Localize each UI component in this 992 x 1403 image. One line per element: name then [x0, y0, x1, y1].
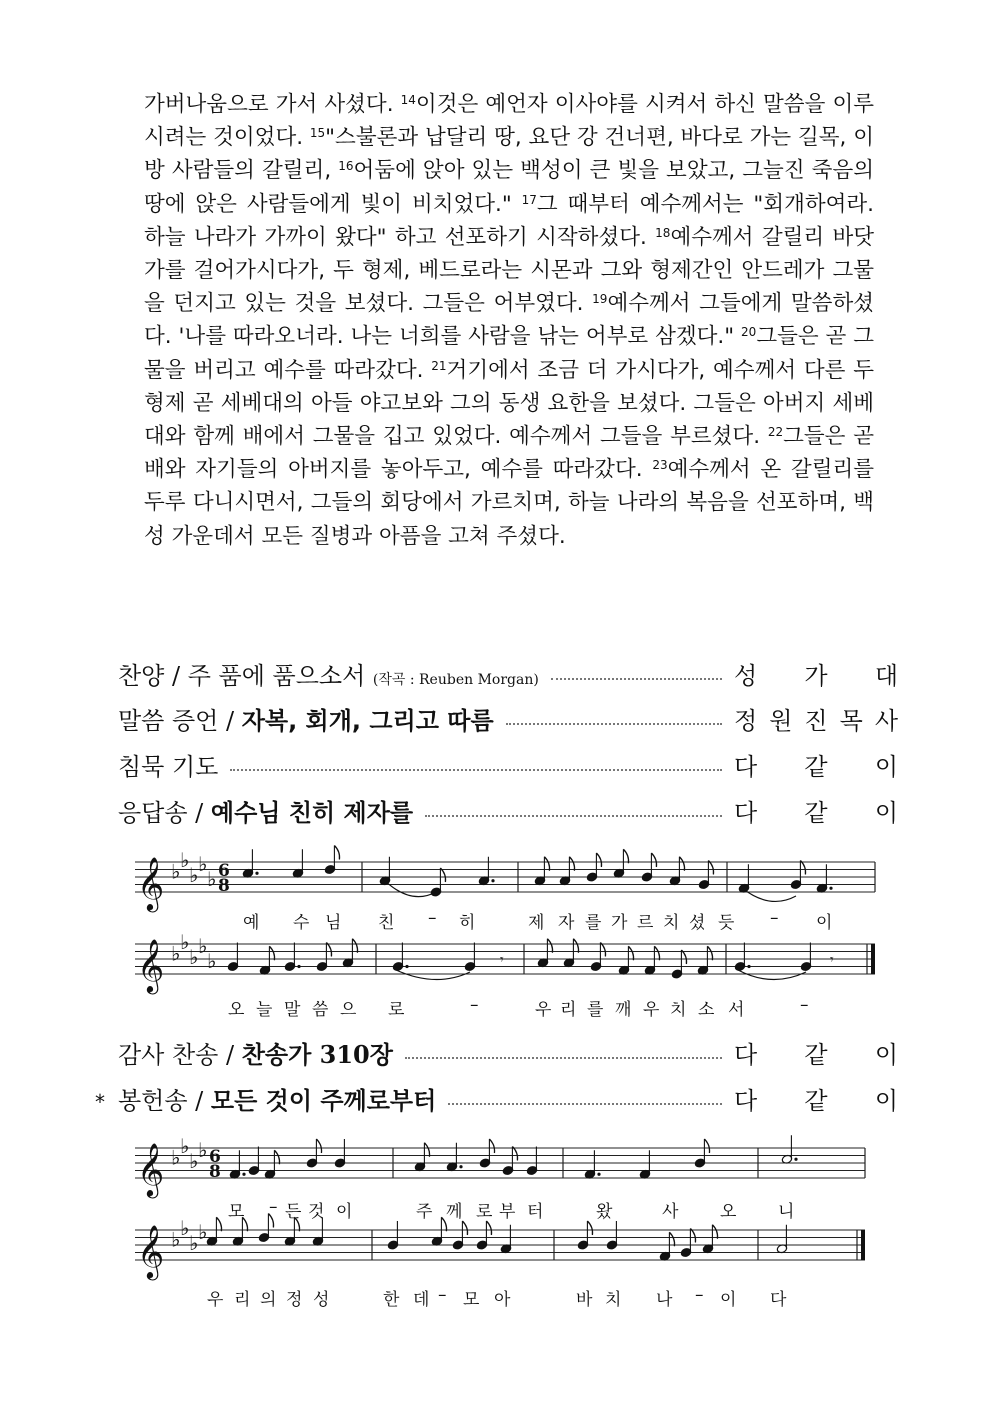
leader-char: 같 [804, 1040, 828, 1069]
note-flag [512, 1147, 517, 1161]
flat-icon: ♭ [207, 866, 217, 891]
offering-title: 모든 것이 주께로부터 [210, 1086, 437, 1115]
lyric-char: – [438, 1285, 447, 1305]
rest-icon: 𝄾 [500, 952, 504, 968]
lyric-char: 히 [459, 913, 476, 933]
scripture-text: 그 때부터 예수께서는 "회개하여라. 하늘 나라가 가까이 왔다" 하고 선포하기 시작하셨다. [144, 191, 874, 250]
leader-char: 다 [734, 752, 758, 781]
order-prefix: 말씀 증언 / [118, 706, 242, 735]
lyric-char: 치 [670, 1000, 687, 1020]
lyric-char: – [470, 995, 479, 1015]
note-flag [544, 857, 549, 871]
lyric-char: – [428, 908, 437, 928]
lyric-char: – [800, 995, 809, 1015]
verse-number: 18 [655, 225, 671, 240]
composer-note: (작곡 : Reuben Morgan) [372, 671, 539, 688]
lyric-char: 부 [499, 1202, 516, 1222]
lyric-char: 데 [413, 1290, 430, 1310]
verse-number: 17 [521, 192, 537, 207]
note-flag [690, 1229, 695, 1243]
note-dot [459, 1165, 462, 1168]
leader-char: 이 [874, 1086, 898, 1115]
lyric-char: 님 [325, 913, 342, 933]
scripture-text: 그들은 곧 그물을 버리고 예수를 따라갔다. [144, 324, 874, 383]
leader-char: 이 [874, 752, 898, 781]
note-flag [681, 950, 686, 964]
order-prefix: 응답송 / [118, 798, 211, 827]
note-flag [316, 1139, 321, 1153]
note-flag [573, 939, 578, 953]
leader-char: 성 [734, 661, 758, 690]
treble-clef-icon: 𝄞 [137, 856, 165, 910]
flat-icon: ♭ [171, 859, 181, 884]
note-dot [747, 965, 750, 968]
time-signature-top: 6 [209, 1147, 221, 1167]
time-signature-top: 6 [218, 861, 230, 881]
verse-number: 20 [741, 325, 757, 340]
note-flag [326, 943, 331, 957]
lyric-char: 다 [770, 1290, 787, 1310]
note-flag [569, 857, 574, 871]
lyric-char: 것 [308, 1202, 325, 1222]
note-flag [651, 853, 656, 867]
note-dot [242, 1173, 245, 1176]
note-flag [352, 939, 357, 953]
rest-icon: 𝄾 [830, 952, 834, 968]
flat-icon: ♭ [189, 1149, 199, 1173]
note-flag [596, 853, 601, 867]
scripture-text: 그들은 곧 배와 자기들의 아버지를 놓아두고, 예수를 따라갔다. [144, 424, 874, 483]
order-prefix: 봉헌송 / [118, 1086, 211, 1115]
lyric-char: 이 [816, 913, 833, 933]
slur [742, 888, 796, 901]
scripture-text: 이것은 예언자 이사야를 시켜서 하신 말씀을 이루시려는 것이었다. [144, 92, 874, 151]
note-flag [628, 946, 633, 960]
note-flag [704, 1139, 709, 1153]
treble-clef-icon: 𝄞 [137, 1224, 165, 1278]
lyric-char: 셨 [689, 913, 706, 933]
lyric-char: 든 [285, 1202, 302, 1222]
lyric-char: 로 [476, 1202, 493, 1222]
lyric-char: – [695, 1285, 704, 1305]
lyric-char: 소 [698, 1000, 715, 1020]
lyric-char: 께 [446, 1202, 463, 1222]
order-prefix: 침묵 기도 [118, 752, 219, 781]
lyric-char: 우 [535, 1000, 552, 1020]
leader-char: 다 [734, 1086, 758, 1115]
lyric-char: 를 [585, 913, 602, 933]
flat-icon: ♭ [180, 930, 190, 954]
lyric-char: 리 [234, 1290, 251, 1310]
note-flag [587, 1221, 592, 1235]
note-dot [597, 1173, 600, 1176]
lyric-char: 우 [207, 1290, 224, 1310]
lyric-char: 터 [527, 1202, 544, 1222]
leader-char: 다 [734, 798, 758, 827]
note-flag [489, 1139, 494, 1153]
lyric-char: 한 [383, 1290, 400, 1310]
hymn-title: 찬송가 310장 [241, 1039, 393, 1069]
flat-icon: ♭ [180, 1216, 190, 1240]
note-dot [405, 965, 408, 968]
lyric-char: 리 [560, 1000, 577, 1020]
flat-icon: ♭ [198, 851, 208, 876]
note-dot [255, 872, 258, 875]
flat-icon: ♭ [198, 1219, 208, 1244]
lyric-char: 자 [558, 913, 575, 933]
slur [738, 970, 806, 980]
lyric-char: 가 [611, 913, 628, 933]
verse-number: 23 [652, 458, 668, 473]
note-flag [800, 861, 805, 875]
note-flag [707, 946, 712, 960]
lyric-char: 아 [494, 1290, 511, 1310]
lyric-char: 깨 [615, 1000, 632, 1020]
scripture-text: 어둠에 앉아 있는 백성이 큰 빛을 보았고, 그늘진 죽음의 땅에 앉은 사람들에게 빛이 비치었다." [144, 158, 874, 217]
note-flag [654, 946, 659, 960]
order-prefix: 찬양 / 주 품에 품으소서 [118, 661, 373, 690]
final-bar-thick [871, 944, 875, 974]
verse-number: 15 [309, 126, 326, 141]
lyric-char: 듯 [718, 913, 735, 933]
note-flag [274, 1150, 279, 1164]
note-dot [297, 965, 300, 968]
lyric-char: 오 [228, 1000, 245, 1020]
lyric-char: 주 [416, 1202, 433, 1222]
sermon-title: 자복, 회개, 그리고 따름 [241, 706, 494, 735]
flat-icon: ♭ [171, 941, 181, 966]
lyric-char: 이 [336, 1202, 353, 1222]
verse-number: 22 [767, 425, 784, 440]
leader-char: 이 [874, 1040, 898, 1069]
lyric-char: 르 [637, 913, 654, 933]
final-bar-thick [861, 1230, 865, 1260]
lyric-char: 씀 [312, 1000, 329, 1020]
verse-number: 14 [400, 93, 416, 107]
lyric-char: – [770, 908, 779, 928]
verse-number: 16 [338, 159, 354, 174]
leader-char: 대 [874, 661, 898, 690]
scripture-text: "스불론과 납달리 땅, 요단 강 건너편, 바다로 가는 길목, 이방 사람들의 갈릴리, [144, 125, 874, 184]
leader-char: 같 [804, 1086, 828, 1115]
note-dot [491, 879, 494, 882]
note-flag [600, 943, 605, 957]
note-flag [712, 1225, 717, 1239]
note-flag [269, 946, 274, 960]
leader-char: 목 [839, 706, 863, 735]
leader-char: 사 [874, 706, 898, 735]
note-flag [547, 939, 552, 953]
leader-char: 다 [734, 1040, 758, 1069]
lyric-char: 우 [643, 1000, 660, 1020]
time-signature-bottom: 8 [209, 1162, 221, 1182]
scripture-text: 거기에서 조금 더 가시다가, 예수께서 다른 두 형제 곧 세베대의 아들 야고보와 그의 동생 요한을 보셨다. 그들은 아버지 세베대와 함께 배에서 그물을 깁고 있었다. 예수께서 그들을 부르셨다. [144, 357, 875, 450]
lyric-char: 모 [228, 1202, 245, 1222]
verse-number: 21 [431, 358, 447, 373]
note-dot [829, 887, 832, 890]
lyric-char: 치 [605, 1290, 622, 1310]
order-prefix: 감사 찬송 / [118, 1040, 242, 1069]
flat-icon: ♭ [198, 933, 208, 958]
note-dot [794, 1158, 797, 1161]
flat-icon: ♭ [180, 848, 190, 872]
lyric-char: 친 [378, 913, 395, 933]
lyric-char: 사 [662, 1202, 679, 1222]
flat-icon: ♭ [189, 863, 199, 887]
note-flag [486, 1221, 491, 1235]
lyric-char: 제 [528, 913, 545, 933]
flat-icon: ♭ [207, 948, 217, 973]
leader-char: 정 [734, 706, 758, 735]
note-flag [669, 1232, 674, 1246]
flat-icon: ♭ [171, 1145, 181, 1170]
leader-char: 진 [804, 706, 828, 735]
treble-clef-icon: 𝄞 [137, 1142, 165, 1196]
scripture-text: 예수께서 그들에게 말씀하셨다. '나를 따라오너라. 나는 너희를 사람을 낚는 어부로 삼겠다." [144, 291, 874, 350]
lyric-char: 늘 [256, 1000, 273, 1020]
lyric-char: 치 [663, 913, 680, 933]
lyric-char: 를 [587, 1000, 604, 1020]
scripture-text: 가버나움으로 가서 사셨다. [144, 92, 401, 117]
response-title: 예수님 친히 제자를 [210, 797, 414, 827]
flat-icon: ♭ [180, 1134, 190, 1158]
flat-icon: ♭ [198, 1137, 208, 1162]
flat-icon: ♭ [189, 1231, 199, 1255]
lyric-char: 나 [656, 1290, 673, 1310]
lyric-char: 수 [293, 913, 310, 933]
note-flag [462, 1221, 467, 1235]
leader-char: 가 [804, 661, 828, 690]
scripture-text: 예수께서 온 갈릴리를 두루 다니시면서, 그들의 회당에서 가르치며, 하늘 나라의 복음을 선포하며, 백성 가운데서 모든 질병과 아픔을 고쳐 주셨다. [144, 457, 875, 549]
note-flag [440, 868, 445, 882]
treble-clef-icon: 𝄞 [137, 938, 165, 992]
lyric-char: 의 [260, 1290, 277, 1310]
leader-char: 같 [804, 798, 828, 827]
note-flag [679, 857, 684, 871]
lyric-char: 이 [720, 1290, 737, 1310]
lyric-char: 정 [286, 1290, 303, 1310]
leader-char: 같 [804, 752, 828, 781]
note-flag [334, 846, 339, 860]
note-flag [708, 861, 713, 875]
flat-icon: ♭ [171, 1227, 181, 1252]
leader-char: 이 [874, 798, 898, 827]
lyric-char: 예 [243, 913, 260, 933]
lyric-char: 바 [576, 1290, 593, 1310]
time-signature-bottom: 8 [218, 876, 230, 896]
scripture-text: 예수께서 갈릴리 바닷가를 걸어가시다가, 두 형제, 베드로라는 시몬과 그와 형제간인 안드레가 그물을 던지고 있는 것을 보셨다. 그들은 어부였다. [144, 224, 875, 317]
lyric-char: 성 [313, 1290, 330, 1310]
lyric-char: – [269, 1197, 278, 1217]
lyric-char: 로 [388, 1000, 405, 1020]
note-flag [424, 1143, 429, 1157]
lyric-char: 으 [340, 1000, 357, 1020]
lyric-char: 말 [284, 1000, 301, 1020]
lyric-char: 서 [728, 1000, 745, 1020]
note-flag [623, 849, 628, 863]
slur [396, 970, 470, 980]
verse-number: 19 [592, 292, 608, 307]
standing-mark: * [95, 1090, 105, 1114]
lyric-char: 니 [778, 1202, 795, 1222]
flat-icon: ♭ [189, 945, 199, 969]
lyric-char: 왔 [596, 1202, 613, 1222]
note-flag [216, 1217, 221, 1231]
lyric-char: 모 [463, 1290, 480, 1310]
leader-char: 원 [769, 706, 793, 735]
lyric-char: 오 [720, 1202, 737, 1222]
